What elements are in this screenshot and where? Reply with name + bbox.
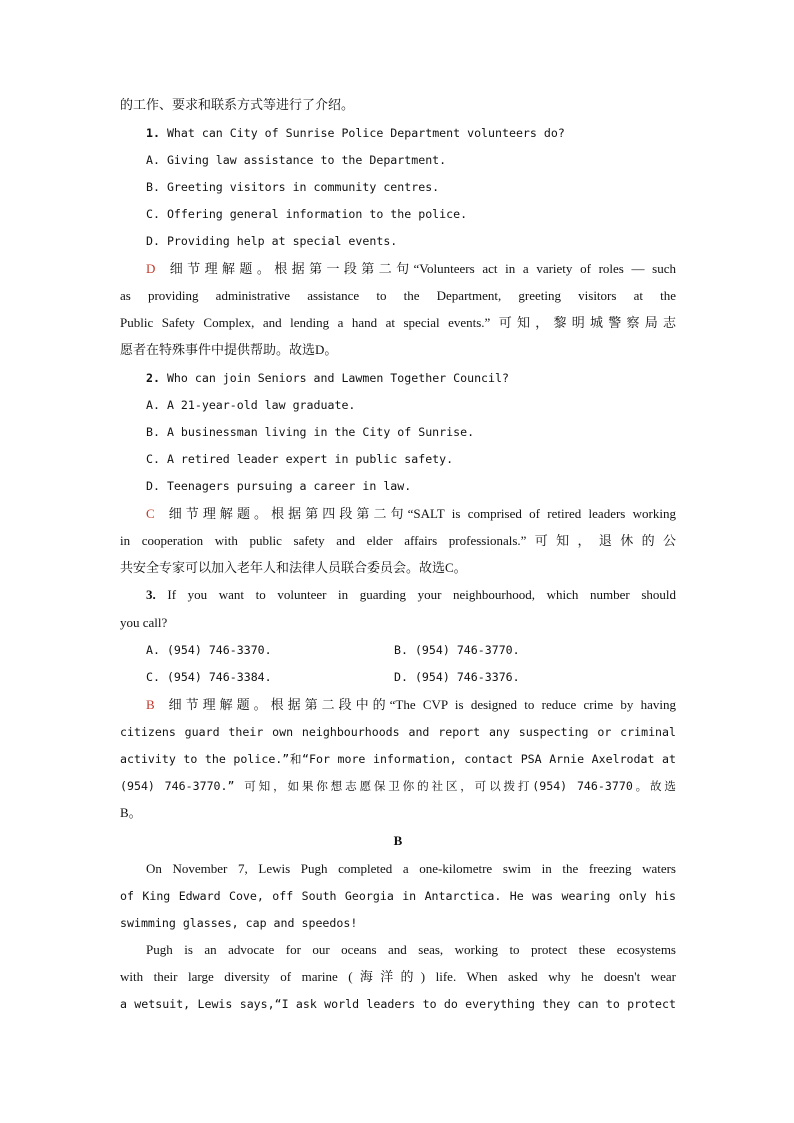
question-2-number: 2.	[146, 371, 160, 385]
q1-explanation-line-2: as providing administrative assistance to the Department, greeting visitors at the	[120, 288, 676, 303]
question-1-text: What can City of Sunrise Police Department volunteers do?	[159, 126, 565, 140]
q3-options-row-2	[146, 668, 676, 686]
q1-option-c: C. Offering general information to the police.	[146, 207, 468, 221]
q2-option-d: D. Teenagers pursuing a career in law.	[146, 479, 412, 493]
q3-explanation-line-5: B。	[120, 805, 142, 820]
q3-answer: B	[146, 697, 155, 712]
passage-b-p1-line-1: On November 7, Lewis Pugh completed a one-kilometre swim in the freezing waters	[146, 861, 676, 876]
question-2-text: Who can join Seniors and Lawmen Together Council?	[159, 371, 509, 385]
q1-answer: D	[146, 261, 156, 276]
q1-option-d: D. Providing help at special events.	[146, 234, 398, 248]
question-1	[146, 124, 676, 142]
q2-answer: C	[146, 506, 155, 521]
q3-option-d: D. (954) 746-3376.	[394, 670, 520, 684]
question-1-number: 1.	[146, 126, 160, 140]
q3-option-c: C. (954) 746-3384.	[146, 670, 272, 684]
question-3-number: 3.	[146, 587, 156, 602]
question-3-text-line-2: you call?	[120, 615, 168, 630]
q3-explanation-line-1: B 细节理解题。根据第二段中的“The CVP is designed to reduce crime by having	[146, 697, 676, 712]
q2-option-a: A. A 21-year-old law graduate.	[146, 398, 356, 412]
q1-explanation-line-3: Public Safety Complex, and lending a hand at special events.” 可知，黎明城警察局志	[120, 315, 676, 330]
q1-option-a: A. Giving law assistance to the Department.	[146, 153, 447, 167]
passage-b-p1-line-2: of King Edward Cove, off South Georgia in Antarctica. He was wearing only his	[120, 889, 676, 903]
q3-option-b: B. (954) 746-3770.	[394, 643, 520, 657]
q3-explanation-line-2: citizens guard their own neighbourhoods and report any suspecting or criminal	[120, 725, 676, 739]
question-3-text-line-1: If you want to volunteer in guarding your neighbourhood, which number should	[155, 587, 676, 602]
q2-option-c: C. A retired leader expert in public safety.	[146, 452, 454, 466]
q2-explanation-line-2: in cooperation with public safety and elder affairs professionals.”可知，退休的公	[120, 533, 676, 548]
passage-b-p2-line-2: with their large diversity of marine (海洋的) life. When asked why he doesn't wear	[120, 969, 676, 984]
section-b-heading: B	[393, 833, 403, 848]
q1-explanation-line-4: 愿者在特殊事件中提供帮助。故选D。	[120, 342, 338, 357]
intro-tail: 的工作、要求和联系方式等进行了介绍。	[120, 97, 355, 112]
q3-option-a: A. (954) 746-3370.	[146, 643, 272, 657]
question-2	[146, 369, 676, 387]
q1-explanation-line-1: D 细节理解题。根据第一段第二句“Volunteers act in a variety of roles — such	[146, 261, 676, 276]
passage-b-p2-line-3: a wetsuit, Lewis says,“I ask world leaders to do everything they can to protect	[120, 997, 676, 1011]
q2-option-b: B. A businessman living in the City of Sunrise.	[146, 425, 475, 439]
q2-explanation-line-3: 共安全专家可以加入老年人和法律人员联合委员会。故选C。	[120, 560, 467, 575]
q3-explanation-line-4: (954) 746-3770.” 可知，如果你想志愿保卫你的社区，可以拨打(954) 746-3770。故选	[120, 779, 676, 793]
passage-b-p1-line-3: swimming glasses, cap and speedos!	[120, 916, 358, 930]
q1-option-b: B. Greeting visitors in community centres.	[146, 180, 440, 194]
q2-explanation-line-1: C 细节理解题。根据第四段第二句“SALT is comprised of retired leaders working	[146, 506, 676, 521]
question-3	[146, 586, 676, 604]
passage-b-p2-line-1: Pugh is an advocate for our oceans and seas, working to protect these ecosystems	[146, 942, 676, 957]
q3-options-row-1	[146, 641, 676, 659]
q3-explanation-line-3: activity to the police.”和“For more information, contact PSA Arnie Axelrodat at	[120, 752, 676, 766]
